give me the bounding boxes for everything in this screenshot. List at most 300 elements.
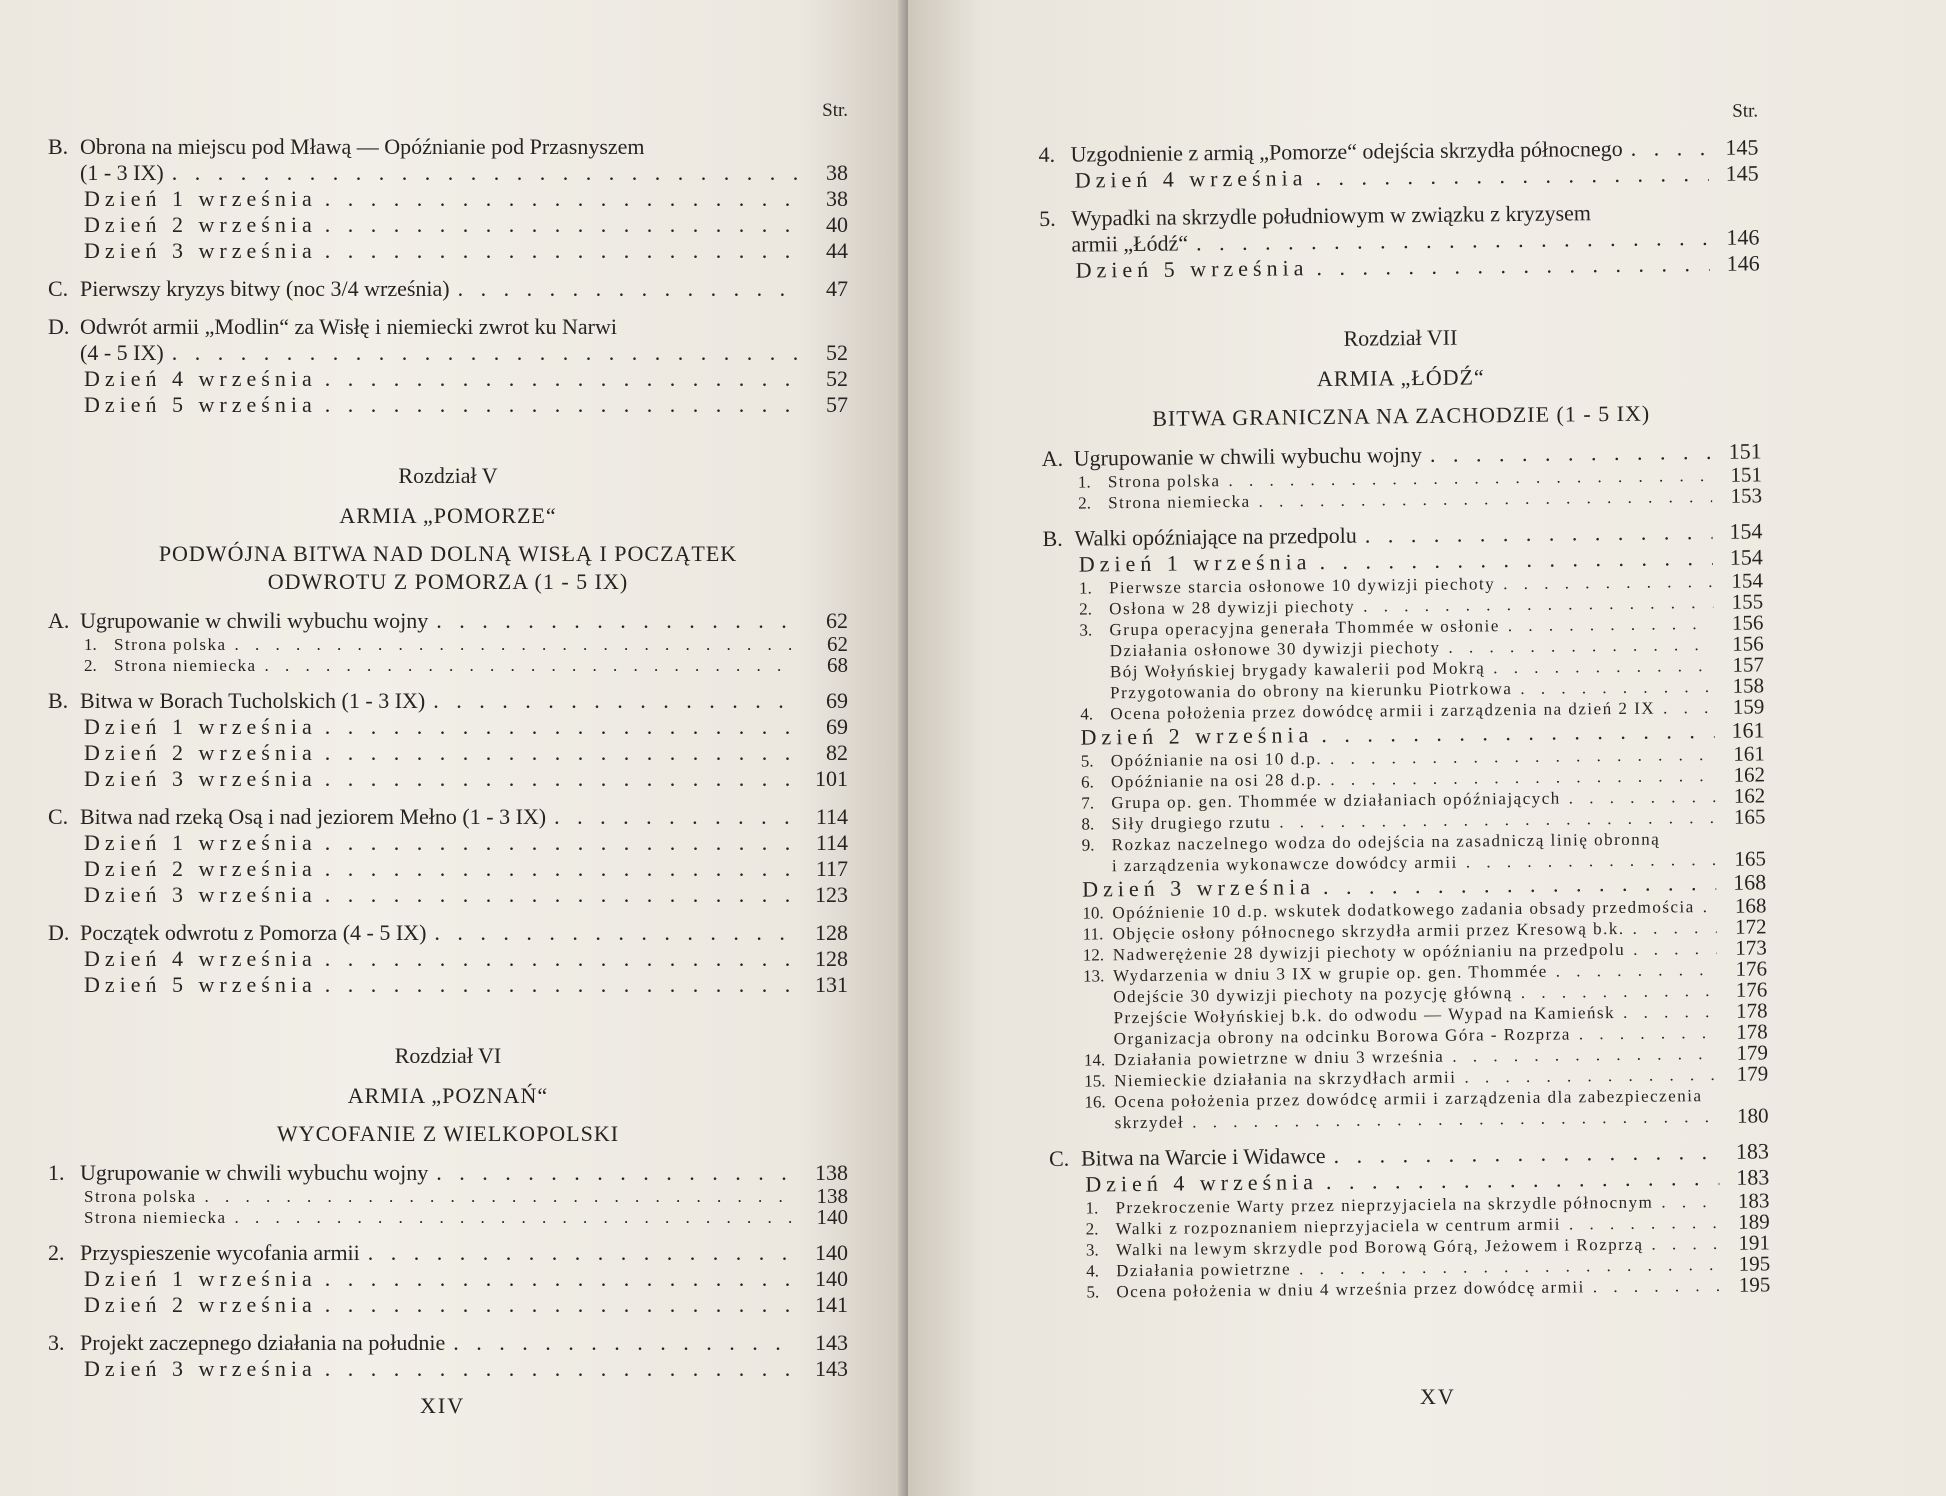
page-ref: 153 — [1730, 483, 1763, 508]
entry-continuation — [48, 340, 848, 366]
dot-leader — [1663, 697, 1714, 719]
entry-text — [84, 1207, 227, 1228]
dot-leader — [235, 1207, 799, 1228]
entry-text — [1049, 1143, 1326, 1172]
dot-leader — [1365, 519, 1713, 549]
section-entry — [48, 688, 848, 714]
page-ref: 145 — [1725, 160, 1759, 186]
entry-title: Dzień 2 września — [1080, 722, 1314, 750]
dot-leader — [265, 655, 799, 676]
entry-title: Dzień 2 września — [84, 1292, 317, 1317]
entry-text — [1042, 523, 1357, 552]
section-entry — [48, 804, 848, 830]
entry-title: Osłona w 28 dywizji piechoty — [1109, 596, 1356, 619]
day-entry — [48, 830, 848, 856]
entry-text — [84, 1292, 317, 1318]
dot-leader — [1323, 870, 1717, 900]
entry-title: Dzień 3 września — [84, 1356, 317, 1381]
dot-leader — [325, 714, 798, 740]
page-ref: 114 — [815, 804, 848, 829]
section-entry — [48, 134, 848, 186]
page-ref: 158 — [1732, 673, 1765, 698]
entry-label: 9. — [1081, 835, 1095, 855]
entry-text — [48, 804, 546, 830]
dot-leader — [325, 186, 798, 212]
entry-text — [84, 766, 317, 792]
chapter-title — [48, 540, 848, 596]
dot-leader — [1520, 676, 1714, 699]
dot-leader — [368, 1240, 798, 1266]
page-ref: 157 — [1732, 652, 1764, 677]
page-ref: 161 — [1733, 741, 1765, 766]
entry-title: Dzień 1 września — [84, 714, 317, 739]
entry-title: Strona niemiecka — [114, 656, 257, 675]
subsection-entry — [48, 1207, 848, 1228]
entry-text — [1042, 442, 1423, 472]
entry-label: 7. — [1081, 793, 1095, 813]
page-ref: 138 — [816, 1184, 848, 1208]
entry-label: 2. — [1079, 599, 1093, 619]
entry-title: Dzień 4 września — [1074, 165, 1308, 193]
page-ref: 165 — [1734, 846, 1767, 871]
page-ref: 178 — [1735, 998, 1768, 1023]
entry-title: Początek odwrotu z Pomorza (4 - 5 IX) — [80, 920, 427, 945]
entry-label: B. — [1042, 525, 1063, 551]
entry-title: Obrona na miejscu pod Mławą — Opóźnianie pod Przasnyszem — [80, 134, 645, 159]
entry-label: A. — [1041, 445, 1064, 471]
dot-leader — [1623, 1001, 1718, 1023]
day-entry — [48, 714, 848, 740]
page-ref: 191 — [1738, 1230, 1771, 1255]
dot-leader — [1569, 1212, 1720, 1235]
entry-title: Bój Wołyńskiej brygady kawalerii pod Mokrą — [1109, 658, 1486, 682]
page-ref: 57 — [826, 392, 848, 417]
dot-leader — [325, 882, 798, 908]
entry-title: Niemieckie działania na skrzydłach armii — [1114, 1067, 1457, 1091]
entry-text — [84, 714, 317, 740]
day-entry — [48, 946, 848, 972]
entry-title: Ugrupowanie w chwili wybuchu wojny — [80, 608, 429, 633]
entry-title: Dzień 3 września — [84, 238, 317, 263]
section-entry — [48, 1330, 848, 1356]
entry-text — [48, 1240, 360, 1266]
entry-label: 4. — [1080, 704, 1094, 724]
page-ref: 162 — [1733, 762, 1766, 787]
page-ref: 101 — [815, 766, 848, 791]
page-ref: 151 — [1728, 438, 1762, 464]
page-ref: 168 — [1734, 893, 1767, 918]
section-entry — [48, 1240, 848, 1266]
entry-label: 5. — [1086, 1282, 1100, 1302]
dot-leader — [1569, 786, 1716, 809]
entry-label: 1. — [84, 635, 97, 654]
toc-entries — [48, 134, 848, 1382]
page-ref: 40 — [826, 212, 848, 237]
subsection-entry — [1046, 827, 1766, 877]
page-ref: 38 — [826, 160, 848, 185]
entry-text — [1086, 1258, 1291, 1281]
page-ref: 154 — [1729, 518, 1763, 544]
entry-label: 2. — [1085, 1219, 1099, 1239]
dot-leader — [1631, 135, 1709, 162]
entry-label: 12. — [1082, 945, 1105, 965]
page-ref: 140 — [815, 1240, 848, 1265]
entry-text — [48, 688, 425, 714]
dot-leader — [453, 1330, 798, 1356]
page-ref: 165 — [1733, 804, 1766, 829]
entry-text — [84, 830, 317, 856]
dot-leader — [1464, 1064, 1718, 1088]
page-ref: 47 — [826, 276, 848, 301]
page-ref: 82 — [826, 740, 848, 765]
entry-text — [48, 276, 450, 302]
dot-leader — [434, 920, 798, 946]
page-ref: 183 — [1737, 1188, 1770, 1213]
page-ref: 117 — [815, 856, 848, 881]
entry-title: Walki z rozpoznaniem nieprzyjaciela w centrum armii — [1115, 1214, 1562, 1239]
page-ref: 62 — [827, 632, 848, 656]
page-ref: 189 — [1738, 1209, 1770, 1234]
page-ref: 146 — [1726, 250, 1760, 276]
day-entry — [48, 1266, 848, 1292]
page-ref: 183 — [1735, 1138, 1770, 1164]
dot-leader — [1326, 1165, 1720, 1195]
entry-text — [1079, 596, 1355, 620]
dot-leader — [325, 766, 798, 792]
entry-title: skrzydeł — [1114, 1112, 1185, 1133]
chapter-title — [1041, 398, 1761, 434]
dot-leader — [436, 608, 798, 634]
page-ref: 123 — [815, 882, 848, 907]
entry-title: Walki opóźniające na przedpolu — [1074, 522, 1357, 551]
day-entry — [48, 392, 848, 418]
page-ref: 145 — [1725, 134, 1759, 160]
subsection-entry — [48, 1186, 848, 1207]
entry-title: Dzień 4 września — [84, 366, 317, 391]
chapter-army: ARMIA „POZNAŃ“ — [347, 1083, 549, 1108]
entry-text — [1076, 255, 1309, 283]
chapter-heading — [48, 1042, 848, 1148]
page-ref: 131 — [815, 972, 848, 997]
entry-title: Dzień 2 września — [84, 740, 317, 765]
entry-label: C. — [48, 276, 69, 301]
page-ref: 68 — [827, 653, 848, 677]
chapter-title — [48, 1120, 848, 1148]
section-entry — [1039, 198, 1760, 258]
entry-title: Dzień 1 września — [1078, 549, 1312, 577]
dot-leader — [325, 1266, 798, 1292]
entry-title: Ocena położenia przez dowódcę armii i zarządzenia na dzień 2 IX — [1110, 698, 1656, 724]
entry-text — [84, 655, 257, 676]
page-ref: 69 — [826, 688, 848, 713]
entry-text — [1086, 1276, 1585, 1302]
page-ref: 172 — [1734, 914, 1767, 939]
entry-text — [1085, 1169, 1318, 1197]
day-entry — [48, 972, 848, 998]
day-entry — [48, 1356, 848, 1382]
entry-title: Działania osłonowe 30 dywizji piechoty — [1109, 637, 1441, 661]
entry-label: 2. — [1078, 493, 1091, 513]
entry-text — [1115, 1112, 1185, 1134]
entry-text — [1071, 230, 1188, 257]
dot-leader — [554, 804, 798, 830]
page-ref: 195 — [1738, 1272, 1771, 1297]
chapter-army: ARMIA „ŁÓDŹ“ — [1316, 364, 1485, 392]
dot-leader — [433, 688, 798, 714]
chapter-number: Rozdział VII — [1343, 324, 1458, 351]
dot-leader — [1430, 439, 1712, 468]
entry-title: (4 - 5 IX) — [80, 340, 164, 365]
chapter-heading — [48, 462, 848, 596]
page-ref: 156 — [1731, 610, 1764, 635]
page-number: XIV — [420, 1393, 466, 1418]
entry-title: (1 - 3 IX) — [80, 160, 164, 185]
entry-label: 14. — [1083, 1050, 1106, 1070]
entry-title: Strona polska — [114, 635, 227, 654]
section-entry — [48, 608, 848, 634]
entry-title: Objęcie osłony północnego skrzydła armii przez Kresową b.k. — [1112, 918, 1625, 944]
entry-title: Grupa operacyjna generała Thommée w osłonie — [1109, 616, 1500, 640]
entry-label: 11. — [1082, 924, 1104, 944]
dot-leader — [1333, 1139, 1719, 1169]
entry-title: Ocena położenia w dniu 4 września przez dowódcę armii — [1116, 1277, 1585, 1302]
page-ref: 155 — [1731, 589, 1764, 614]
dot-leader — [172, 340, 798, 366]
chapter-heading — [1040, 320, 1761, 434]
entry-text — [84, 366, 317, 392]
entry-text — [84, 972, 317, 998]
dot-leader — [1703, 896, 1717, 917]
dot-leader — [325, 830, 798, 856]
day-entry — [48, 186, 848, 212]
page-ref: 183 — [1736, 1164, 1770, 1190]
section-entry — [48, 920, 848, 946]
entry-label: 6. — [1080, 772, 1094, 792]
entry-title: Dzień 5 września — [1075, 255, 1309, 283]
entry-label: 10. — [1082, 903, 1104, 923]
entry-text — [84, 946, 317, 972]
subsection-entry — [1048, 1084, 1768, 1134]
dot-leader — [1192, 1106, 1719, 1133]
entry-label: 1. — [1077, 472, 1091, 492]
entry-title: Dzień 4 września — [84, 946, 317, 971]
dot-leader — [325, 212, 798, 238]
entry-title: Dzień 3 września — [84, 882, 317, 907]
subsection-entry — [48, 655, 848, 676]
entry-text — [1081, 748, 1322, 772]
day-entry — [48, 238, 848, 264]
entry-label: C. — [48, 804, 69, 829]
entry-title: Uzgodnienie z armią „Pomorze“ odejścia skrzydła północnego — [1070, 135, 1623, 167]
chapter-army: ARMIA „POMORZE“ — [339, 503, 557, 528]
dot-leader — [325, 392, 798, 418]
entry-title: Opóźnianie na osi 28 d.p. — [1110, 770, 1323, 792]
left-toc — [48, 100, 848, 1382]
entry-title: Dzień 2 września — [84, 212, 317, 237]
entry-text — [80, 160, 164, 186]
entry-text — [1075, 165, 1308, 193]
chapter-title-line: ODWROTU Z POMORZA (1 - 5 IX) — [267, 569, 629, 594]
left-page — [0, 0, 908, 1496]
entry-label: 16. — [1084, 1092, 1106, 1112]
dot-leader — [325, 1292, 798, 1318]
entry-text — [84, 856, 317, 882]
entry-title: Dzień 1 września — [84, 830, 317, 855]
entry-text — [1078, 470, 1221, 492]
entry-continuation — [48, 160, 848, 186]
entry-title: Przekroczenie Warty przez nieprzyjaciela na skrzydle północnym — [1115, 1192, 1654, 1218]
entry-text — [48, 608, 428, 634]
page-ref: 114 — [815, 830, 848, 855]
page-ref: 143 — [815, 1330, 848, 1355]
day-entry — [48, 366, 848, 392]
dot-leader — [1448, 634, 1713, 658]
page-ref: 44 — [826, 238, 848, 263]
entry-label: 5. — [1039, 205, 1056, 231]
entry-title: i zarządzenia wykonawcze dowódcy armii — [1111, 852, 1458, 876]
entry-text — [84, 212, 317, 238]
page-ref: 140 — [815, 1266, 848, 1291]
entry-text — [84, 1266, 317, 1292]
dot-leader — [1316, 251, 1710, 281]
page-ref: 159 — [1732, 694, 1765, 719]
entry-title: Wydarzenia w dniu 3 IX w grupie op. gen. Thommée — [1112, 961, 1548, 986]
page-ref: 128 — [815, 920, 848, 945]
dot-leader — [1632, 917, 1716, 939]
dot-leader — [1521, 980, 1718, 1003]
toc-entries — [1038, 134, 1770, 1302]
entry-title: Opóźnianie na osi 10 d.p. — [1110, 749, 1323, 771]
page-ref: 141 — [815, 1292, 848, 1317]
entry-title: Odwrót armii „Modlin“ za Wisłę i niemiecki zwrot ku Narwi — [80, 314, 617, 339]
page-ref: 69 — [826, 714, 848, 739]
entry-label: 5. — [1080, 751, 1094, 771]
entry-label: 2. — [84, 656, 97, 675]
chapter-title-line: WYCOFANIE Z WIELKOPOLSKI — [276, 1121, 620, 1146]
dot-leader — [1593, 1275, 1721, 1297]
page-ref: 128 — [815, 946, 848, 971]
dot-leader — [325, 946, 798, 972]
entry-title: Grupa op. gen. Thommée w działaniach opóźniających — [1111, 788, 1561, 813]
day-entry — [48, 856, 848, 882]
entry-title: Projekt zaczepnego działania na południe — [80, 1330, 446, 1355]
entry-label: 1. — [1085, 1198, 1099, 1218]
dot-leader — [325, 740, 798, 766]
chapter-title-line: BITWA GRANICZNA NA ZACHODZIE (1 - 5 IX) — [1152, 400, 1651, 431]
entry-title: Ugrupowanie w chwili wybuchu wojny — [80, 1160, 429, 1185]
entry-title: Dzień 2 września — [84, 856, 317, 881]
dot-leader — [1508, 613, 1714, 636]
entry-label: D. — [48, 920, 70, 945]
page-ref: 62 — [826, 608, 848, 633]
dot-leader — [436, 1160, 798, 1186]
entry-title: Strona polska — [1107, 471, 1221, 492]
page-ref: 143 — [815, 1356, 848, 1381]
dot-leader — [205, 1186, 798, 1207]
entry-text — [84, 882, 317, 908]
entry-title: Dzień 4 września — [1085, 1169, 1319, 1197]
page-ref: 138 — [815, 1160, 848, 1185]
dot-leader — [1661, 1191, 1719, 1213]
page-ref: 176 — [1735, 977, 1768, 1002]
entry-title: Dzień 1 września — [84, 1266, 317, 1291]
entry-text — [84, 1356, 317, 1382]
entry-title: Pierwszy kryzys bitwy (noc 3/4 września) — [80, 276, 450, 301]
entry-text — [84, 238, 317, 264]
entry-title: Strona niemiecka — [84, 1208, 227, 1227]
page-ref: 52 — [826, 366, 848, 391]
entry-title: Odejście 30 dywizji piechoty na pozycję główną — [1113, 983, 1513, 1007]
dot-leader — [325, 1356, 798, 1382]
entry-title: Działania powietrzne — [1116, 1259, 1292, 1281]
dot-leader — [458, 276, 798, 302]
entry-label: 3. — [48, 1330, 65, 1355]
page-ref: 154 — [1729, 544, 1763, 570]
entry-title: Siły drugiego rzutu — [1111, 812, 1272, 834]
dot-leader — [1651, 1233, 1720, 1255]
entry-text — [48, 134, 848, 160]
dot-leader — [325, 366, 798, 392]
entry-title: Opóźnienie 10 d.p. wskutek dodatkowego zadania obsady przedmościa — [1112, 897, 1695, 923]
entry-label: 15. — [1084, 1071, 1106, 1091]
entry-text — [48, 1160, 428, 1186]
entry-label: B. — [48, 134, 69, 159]
entry-title: Przygotowania do obrony na kierunku Piotrkowa — [1110, 679, 1513, 703]
page-ref: 52 — [826, 340, 848, 365]
entry-title: Bitwa nad rzeką Osą i nad jeziorem Mełno (1 - 3 IX) — [80, 804, 547, 829]
entry-label: 4. — [1038, 141, 1056, 167]
entry-title: armii „Łódź“ — [1071, 230, 1189, 257]
entry-title: Pierwsze starcia osłonowe 10 dywizji piechoty — [1108, 574, 1496, 598]
dot-leader — [1493, 655, 1714, 678]
entry-title: Walki na lewym skrzydle pod Borową Górą, Jeżowem i Rozprzą — [1115, 1234, 1644, 1260]
day-entry — [48, 1292, 848, 1318]
entry-label: 4. — [1086, 1261, 1100, 1281]
entry-label: 3. — [1085, 1240, 1099, 1260]
entry-label: C. — [1048, 1145, 1070, 1171]
right-page — [908, 0, 1946, 1496]
page-ref: 146 — [1726, 224, 1760, 250]
dot-leader — [235, 634, 798, 655]
page-ref: 38 — [826, 186, 848, 211]
subsection-entry — [48, 634, 848, 655]
entry-title: Przyspieszenie wycofania armii — [80, 1240, 360, 1265]
entry-title: Bitwa na Warcie i Widawce — [1080, 1143, 1326, 1171]
entry-label: A. — [48, 608, 70, 633]
page-ref: 162 — [1733, 783, 1766, 808]
entry-title: Wypadki na skrzydle południowym w związku z kryzysem — [1071, 200, 1592, 231]
entry-title: Strona niemiecka — [1108, 491, 1251, 513]
dot-leader — [325, 238, 798, 264]
entry-label: 2. — [48, 1240, 65, 1265]
page-ref: 151 — [1730, 462, 1763, 487]
entry-text — [84, 634, 227, 655]
chapter-number: Rozdział V — [398, 463, 498, 488]
entry-text — [80, 340, 164, 366]
entry-title: Dzień 3 września — [1082, 874, 1316, 902]
dot-leader — [1452, 1043, 1718, 1067]
page-ref: 140 — [816, 1205, 848, 1229]
entry-text — [84, 1186, 197, 1207]
entry-title: Rozkaz naczelnego wodza do odejścia na zasadniczą linię obronną — [1111, 829, 1661, 855]
page-number: XV — [1420, 1384, 1456, 1409]
page-ref: 173 — [1735, 935, 1767, 960]
entry-text — [48, 314, 848, 340]
page-ref: 161 — [1731, 717, 1765, 743]
dot-leader — [325, 972, 798, 998]
right-toc — [1038, 100, 1770, 1302]
dot-leader — [1259, 486, 1713, 512]
